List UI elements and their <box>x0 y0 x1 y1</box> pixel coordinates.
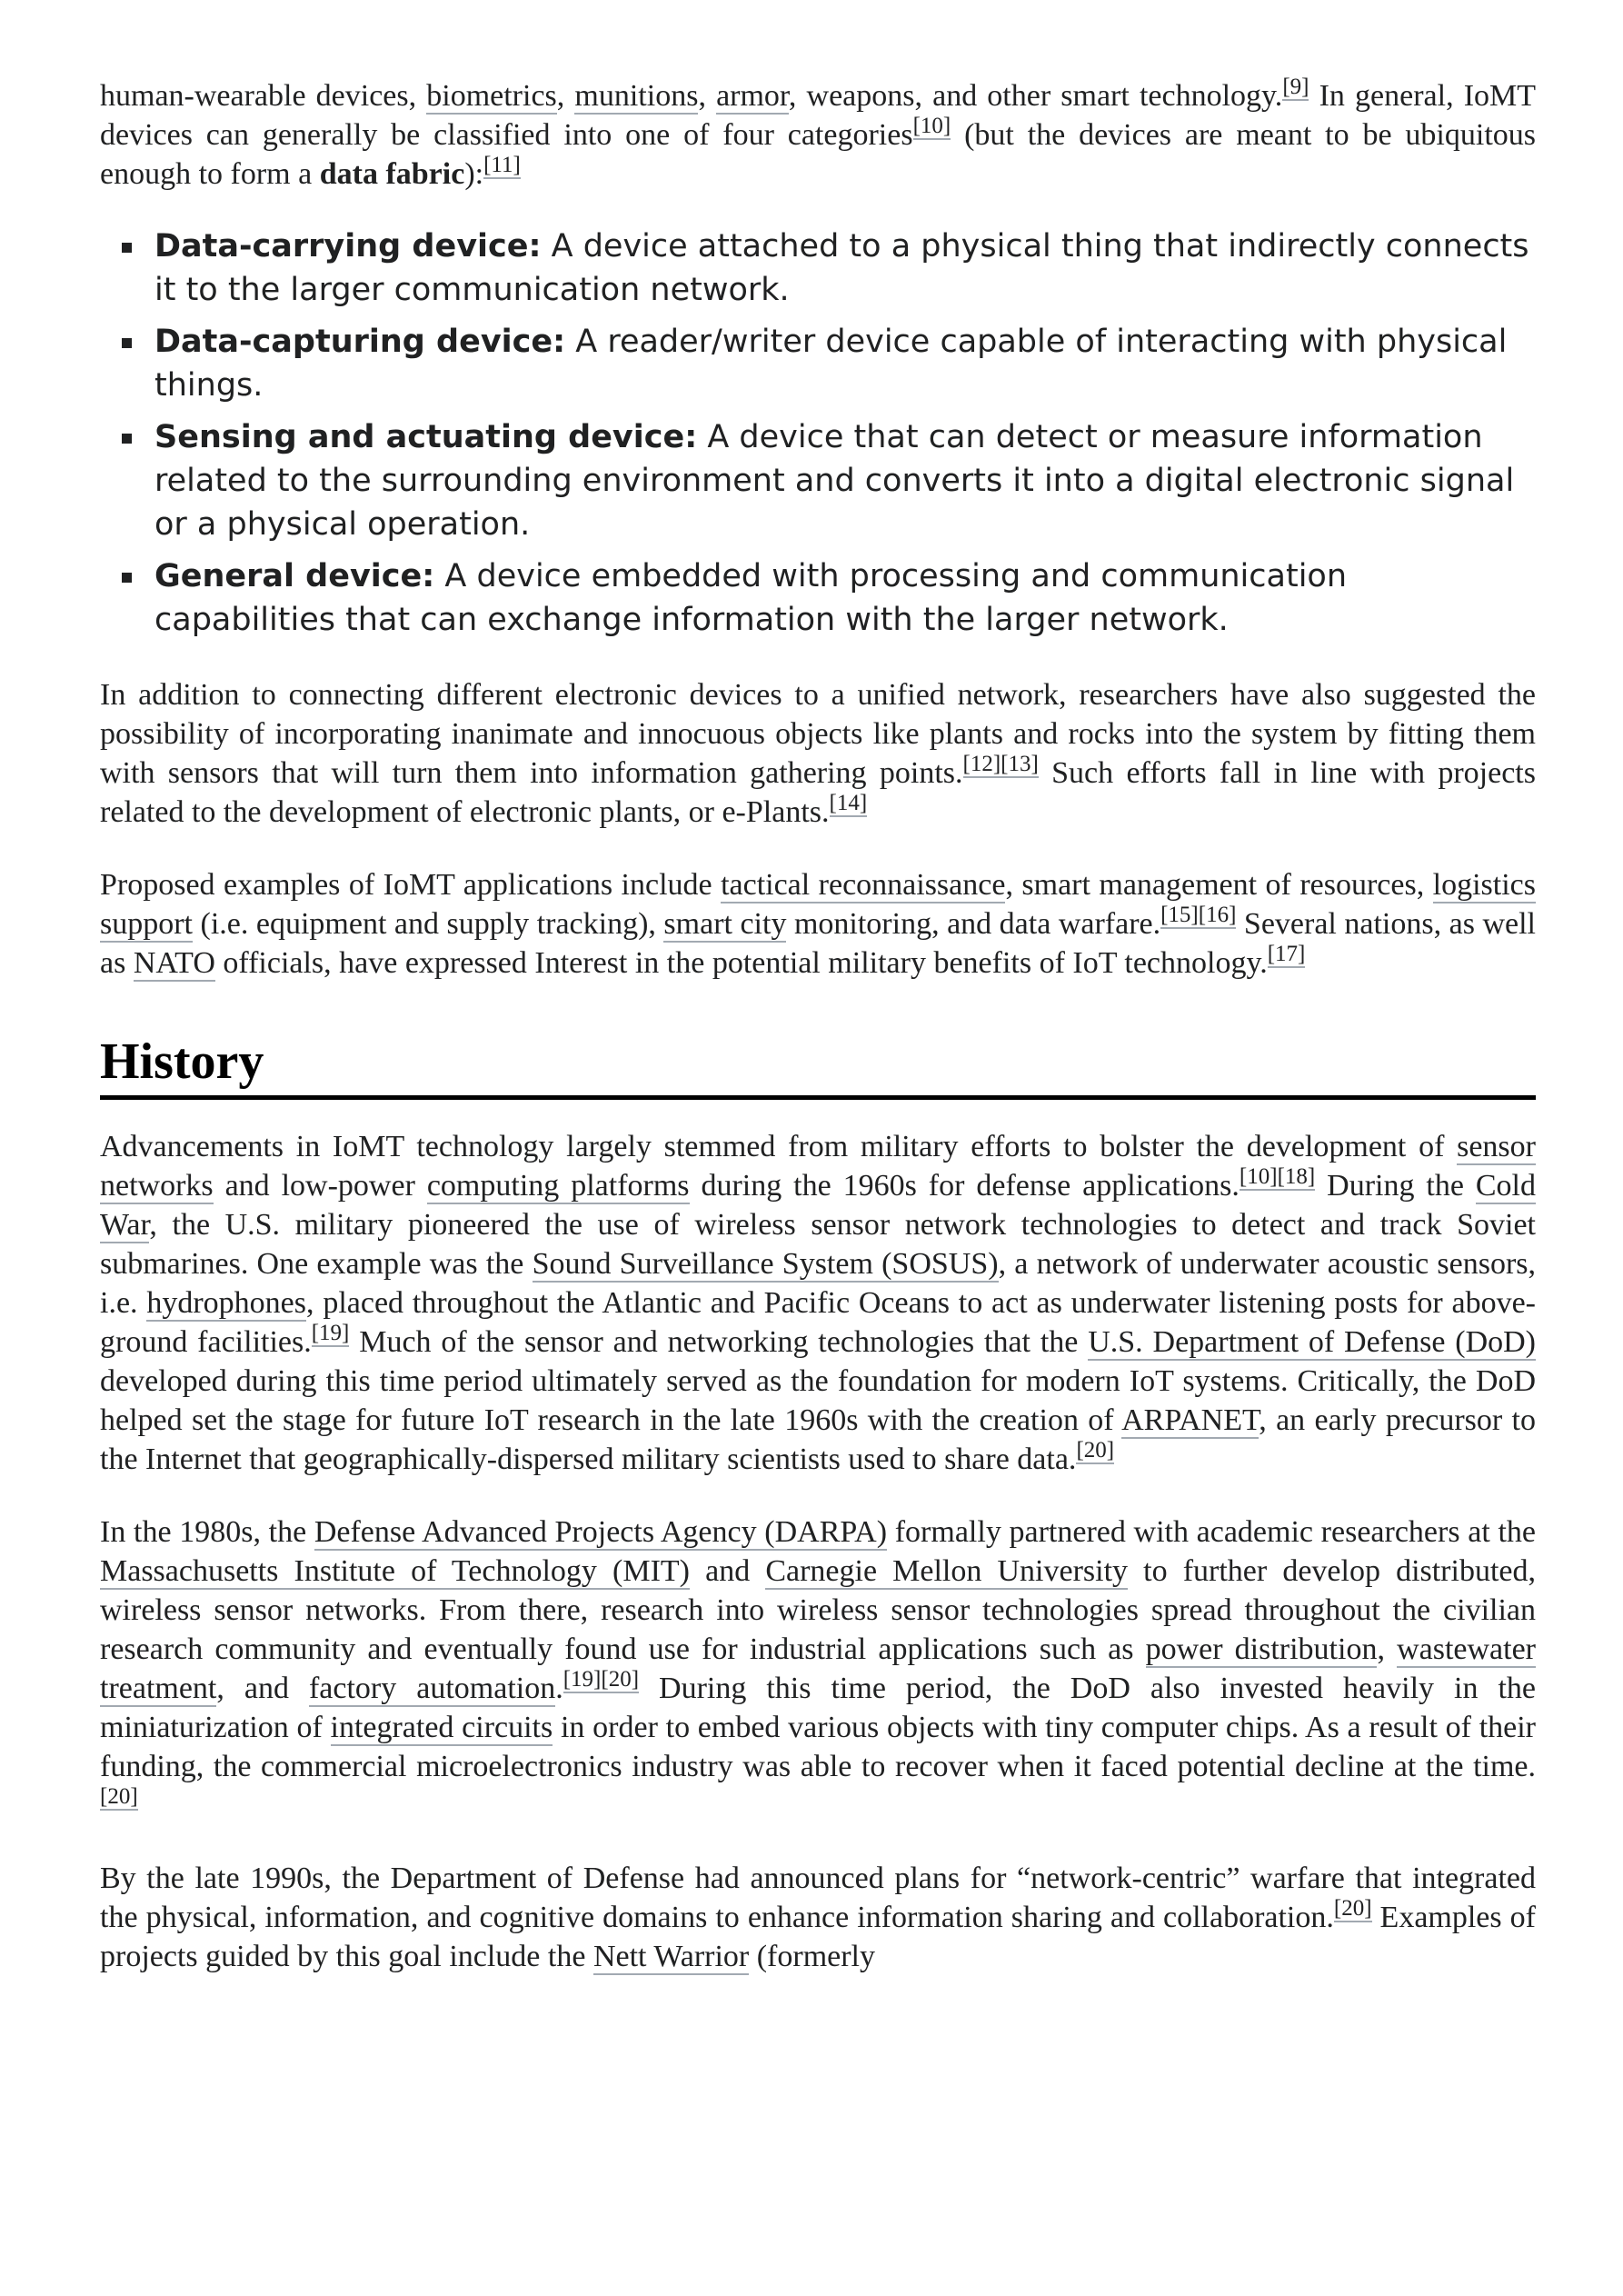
citation-ref[interactable] <box>1240 1164 1278 1191</box>
citation-ref[interactable] <box>913 114 951 140</box>
history-paragraph-1 <box>100 1127 1536 1479</box>
text-run: , <box>698 79 717 113</box>
citation-link[interactable]: [20] <box>601 1667 640 1692</box>
text-run: in order to embed various objects with tiny computer chips. As a result of their funding, the commercial microelectronics industry was able to recover when it faced potential decline at the time. <box>100 1711 1536 1783</box>
text-run: , <box>1377 1632 1398 1666</box>
category-item <box>154 320 1536 407</box>
wiki-link[interactable]: integrated circuits <box>330 1711 553 1744</box>
intro-paragraph-3 <box>100 865 1536 983</box>
wiki-link[interactable]: NATO <box>133 946 215 980</box>
text-run: developed during this time period ultimately served as the foundation for modern IoT systems. Critically, the DoD helped set the stage for future IoT research in the late 1960s with the creation of <box>100 1364 1536 1437</box>
text-run: and <box>690 1554 766 1588</box>
text-run: , and <box>216 1672 309 1705</box>
article-body <box>100 76 1536 1976</box>
citation-ref[interactable] <box>1334 1896 1372 1922</box>
wiki-link[interactable]: wastewater treatment <box>100 1632 1536 1705</box>
wiki-link[interactable]: Massachusetts Institute of Technology (MIT) <box>100 1554 690 1588</box>
citation-ref[interactable] <box>1001 752 1039 778</box>
wiki-link[interactable]: Nett Warrior <box>592 1940 750 1973</box>
citation-link[interactable]: [14] <box>829 791 868 815</box>
wiki-link[interactable]: smart city <box>663 907 787 941</box>
wiki-link[interactable]: biometrics <box>426 79 557 113</box>
citation-ref[interactable] <box>1278 1164 1316 1191</box>
text-run: monitoring, and data warfare. <box>786 907 1161 941</box>
citation-ref[interactable] <box>601 1667 639 1693</box>
text-run: , weapons, and other smart technology. <box>788 79 1283 113</box>
category-term: Data-capturing device: <box>154 324 566 360</box>
category-term: General device: <box>154 558 435 594</box>
category-term: Sensing and actuating device: <box>154 419 698 455</box>
citation-ref[interactable] <box>100 1784 138 1811</box>
text-run: Such efforts fall in line with projects related to the development of electronic plants, or e-Plants. <box>100 756 1536 829</box>
citation-link[interactable]: [19] <box>311 1321 350 1345</box>
citation-link[interactable]: [11] <box>483 153 521 177</box>
citation-link[interactable]: [9] <box>1282 75 1309 99</box>
citation-link[interactable]: [20] <box>1076 1438 1115 1462</box>
wiki-link[interactable]: logistics support <box>100 868 1536 941</box>
wiki-link[interactable]: Carnegie Mellon University <box>765 1554 1129 1588</box>
text-run: By the late 1990s, the Department of Defense had announced plans for “network-centric” warfare that integrated the physical, information, and cognitive domains to enhance information sharing and collaboration. <box>100 1862 1536 1934</box>
wiki-link[interactable]: sensor networks <box>100 1130 1536 1203</box>
citation-link[interactable]: [10] <box>1239 1164 1278 1189</box>
history-paragraph-3 <box>100 1859 1536 1976</box>
text-run: , placed throughout the Atlantic and Pacific Oceans to act as underwater listening posts for above-ground facilities. <box>100 1286 1536 1359</box>
category-description: A device embedded with processing and communication capabilities that can exchange information with the larger network. <box>154 558 1348 638</box>
category-description: A reader/writer device capable of interacting with physical things. <box>154 324 1508 404</box>
citation-ref[interactable] <box>312 1321 350 1347</box>
text-run: In general, IoMT devices can generally be classified into one of four categories <box>100 79 1537 152</box>
citation-ref[interactable] <box>1268 942 1306 968</box>
text-run: During this time period, the DoD also invested heavily in the miniaturization of <box>100 1672 1537 1744</box>
intro-paragraph-1 <box>100 76 1536 194</box>
text-run: Proposed examples of IoMT applications include <box>100 868 722 902</box>
text-run: human-wearable devices, <box>100 79 427 113</box>
wiki-link[interactable]: U.S. Department of Defense (DoD) <box>1088 1325 1537 1359</box>
text-run: Several nations, as well as <box>100 907 1536 980</box>
wiki-link[interactable]: Cold War <box>100 1169 1536 1242</box>
citation-ref[interactable] <box>1160 903 1199 929</box>
citation-link[interactable]: [16] <box>1198 903 1237 927</box>
category-item <box>154 554 1536 642</box>
text-run: , the U.S. military pioneered the use of wireless sensor network technologies to detect and track Soviet submarines. One example was the <box>100 1208 1536 1281</box>
text-run: officials, have expressed Interest in the potential military benefits of IoT technology. <box>214 946 1268 980</box>
history-paragraph-2 <box>100 1512 1536 1825</box>
text-run: , a network of underwater acoustic sensors, i.e. <box>100 1247 1536 1320</box>
category-description: A device attached to a physical thing that indirectly connects it to the larger communication network. <box>154 228 1529 308</box>
text-run: In addition to connecting different electronic devices to a unified network, researchers have also suggested the possibility of incorporating inanimate and innocuous objects like plants and rocks into the system by fitting them with sensors that will turn them into information gathering points. <box>100 678 1536 790</box>
citation-ref[interactable] <box>963 752 1001 778</box>
category-term: Data-carrying device: <box>154 228 542 265</box>
citation-ref[interactable] <box>1199 903 1237 929</box>
citation-ref[interactable] <box>1076 1438 1114 1464</box>
intro-paragraph-2 <box>100 675 1536 832</box>
wiki-link[interactable]: hydrophones <box>146 1286 307 1320</box>
citation-ref[interactable] <box>563 1667 602 1693</box>
citation-ref[interactable] <box>1282 75 1309 101</box>
text-run: during the 1960s for defense applications. <box>689 1169 1240 1203</box>
wiki-link[interactable]: munitions <box>574 79 699 113</box>
text-run: Much of the sensor and networking technologies that the <box>349 1325 1089 1359</box>
category-item <box>154 415 1536 546</box>
text-run: , <box>556 79 575 113</box>
device-category-list <box>100 225 1536 642</box>
text-run: In the 1980s, the <box>100 1515 314 1549</box>
text-run: During the <box>1315 1169 1476 1203</box>
text-run: , an early precursor to the Internet that geographically-dispersed military scientists used to share data. <box>100 1403 1536 1476</box>
citation-ref[interactable] <box>483 153 521 179</box>
wiki-link[interactable]: tactical reconnaissance <box>721 868 1006 902</box>
bold-term: data fabric <box>319 157 465 191</box>
wiki-link[interactable]: computing platforms <box>426 1169 690 1203</box>
wiki-link[interactable]: Defense Advanced Projects Agency (DARPA) <box>314 1515 888 1549</box>
citation-link[interactable]: [12] <box>962 752 1001 776</box>
text-run: Examples of projects guided by this goal include the <box>100 1901 1536 1973</box>
wiki-link[interactable]: ARPANET <box>1121 1403 1260 1437</box>
citation-link[interactable]: [19] <box>563 1667 602 1692</box>
text-run: Advancements in IoMT technology largely stemmed from military efforts to bolster the development of <box>100 1130 1458 1163</box>
wiki-link[interactable]: Sound Surveillance System (SOSUS) <box>532 1247 999 1281</box>
text-run: . <box>555 1672 563 1705</box>
text-run: to further develop distributed, wireless sensor networks. From there, research into wireless sensor technologies spread throughout the civilian research community and eventually found use for industrial applications such as <box>100 1554 1536 1666</box>
text-run: and low-power <box>213 1169 427 1203</box>
citation-link[interactable]: [15] <box>1160 903 1199 927</box>
wiki-link[interactable]: power distribution <box>1145 1632 1378 1666</box>
category-item <box>154 225 1536 312</box>
citation-link[interactable]: [13] <box>1001 752 1039 776</box>
wiki-link[interactable]: armor <box>716 79 789 113</box>
text-run: (but the devices are meant to be ubiquitous enough to form a <box>100 118 1536 191</box>
text-run: ): <box>464 157 484 191</box>
text-run: (formerly <box>749 1940 876 1973</box>
wiki-link[interactable]: factory automation <box>308 1672 556 1705</box>
citation-link[interactable]: [18] <box>1277 1164 1316 1189</box>
category-description: A device that can detect or measure information related to the surrounding environment and converts it into a digital electronic signal or a physical operation. <box>154 419 1515 543</box>
citation-link[interactable]: [20] <box>1333 1896 1372 1921</box>
citation-link[interactable]: [17] <box>1267 942 1306 966</box>
text-run: (i.e. equipment and supply tracking), <box>193 907 664 941</box>
text-run: , smart management of resources, <box>1005 868 1433 902</box>
citation-link[interactable]: [10] <box>912 114 951 138</box>
text-run: formally partnered with academic researchers at the <box>887 1515 1536 1549</box>
history-heading: History <box>100 1030 1536 1100</box>
citation-ref[interactable] <box>830 791 868 817</box>
citation-link[interactable]: [20] <box>100 1784 138 1809</box>
